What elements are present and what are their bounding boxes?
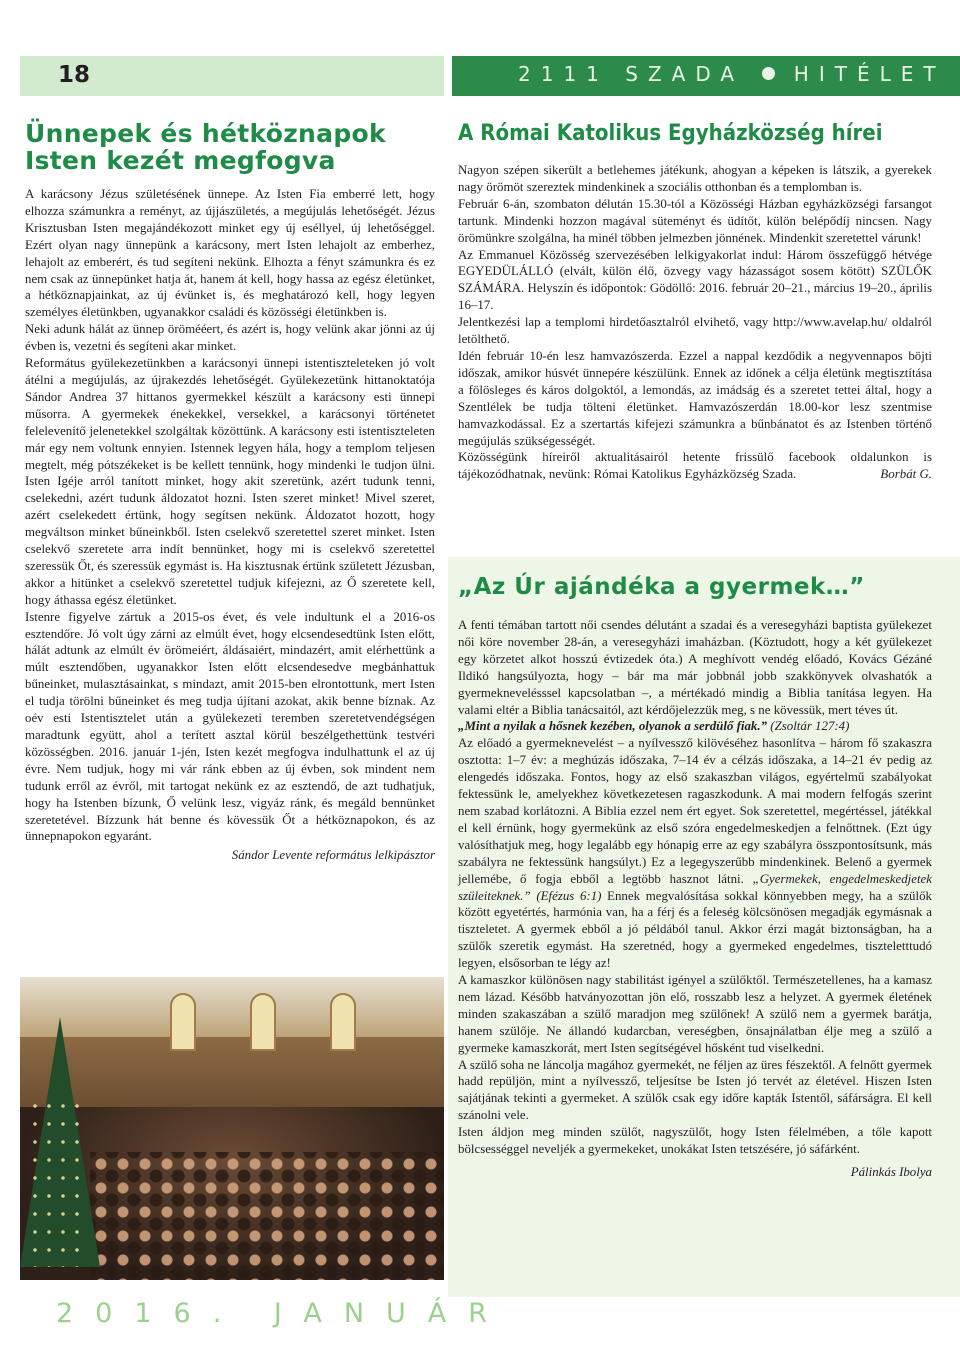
boxed-signature: Pálinkás Ibolya <box>850 1165 932 1179</box>
right-paragraph: Nagyon szépen sikerült a betlehemes játékunk, ahogyan a képeken is látszik, a gyerekek nagy örömöt szereztek mindenkinek a szociális otthonban és a templomban is. <box>458 163 932 194</box>
bible-quote-2: „Gyermekek, engedelmeskedjetek szüleiteknek.” <box>458 871 932 903</box>
photo-window <box>330 993 356 1051</box>
left-signature: Sándor Levente református lelkipásztor <box>231 848 435 863</box>
boxed-paragraph: A fenti témában tartott női csendes délutánt a szadai és a veresegyházi baptista gyülekezet női köre november 28-án, a veresegyházi imaházban. (Köztudott, hogy a két gyülekezet egy körzetet alkot hosszú évtizedek óta.) A meghívott vendég előadó, Kovács Gézáné Ildikó hangsúlyozta, hogy – bár ma már jobbnál jobb szakkönyvek olvashatók a gyermeknevelésssel kapcsolatban –, a mértékadó mindig a Biblia tanítása legyen. Ha valami eltér a Biblia tanácsaitól, azt kérdőjelezzük meg, s ne kövessük, mert téves út. <box>458 618 932 717</box>
boxed-paragraph-text: Az előadó a gyermeknevelést – a nyílvessző kilövéséhez hasonlítva – három fő szakaszra osztotta: 1–7 év: a meghúzás időszaka, 7–14 év a célzás időszaka, a 14–21 év pedig az elengedés időszaka. Fontos, hogy az első szakaszban világos, egyértelmű szabályokat fektessünk le, amelyekhez következetesen ragaszkodunk. A mai modern felfogás szerint nem szabad korlátozni. A Biblia ezzel nem ért egyet. Sok szeretettel, megértéssel, játékkal el kell érnünk, hogy gyermekünk az első szóra engedelmeskedjen a felnőttnek. (Ezt úgy valósíthatjuk meg, hogy legalább egy hónapig erre az egy szabályra összpontosítsunk, más szabályra ne fektessünk hangsúlyt.) Ez a legegyszerűbb mindenkinek. Belenő a gyermek jellemébe, ő fogja ebből a legtöbb hasznot látni. <box>458 736 932 886</box>
church-photo <box>20 977 444 1280</box>
bible-quote: „Mint a nyilak a hősnek kezében, olyanok a serdülő fiak.” <box>458 719 768 734</box>
left-title-line-2: Isten kezét megfogva <box>25 146 336 175</box>
left-paragraph: Istenre figyelve zártuk a 2015-os évet, és vele indultunk el a 2016-os esztendőre. Jó volt úgy zárni az elmúlt évet, hogy elcsendesedtünk Isten előtt, hálát adtunk az elmúlt év örömeiért, áldásaiért, mindazért, amit elérhettünk a múlt esztendőben, ugyanakkor Isten előtt elcsendesedve megbánhattuk bűneinket, mulasztásainkat, s mindazt, amit 2015-ben elrontottunk, mert Isten el tudja törölni bűneinket és meg tudja újítani azokat, akik benne bíznak. Az oév esti Istentisztelet után a gyülekezeti teremben szeretetvendégségen maradtunk együtt, ahol a terített asztal körül beszélgethettünk testvéri közösségben. 2016. január 1-jén, Isten kezét megfogva indulhattunk el az új évre. Nem tudjuk, hogy mi vár ránk ebben az új évben, sok mindent nem tudunk erről az évről, mit tartogat nekünk ez az esztendő, de azt tudhatjuk, hogy ha Istenben bízunk, Ő velünk lesz, vigyáz ránk, és megáld bennünket szeretetével. Bízzunk hát benne és kövessük Őt a hétköznapokon, és az ünnepnapokon egyaránt. <box>25 609 435 844</box>
header-band <box>0 56 960 96</box>
left-paragraph: Neki adunk hálát az ünnep örömééert, és azért is, hogy velünk akar jönni az új évben is, vezetni és segíteni akar minket. <box>25 322 435 354</box>
right-paragraph: Jelentkezési lap a templomi hirdetőasztalról elvihető, vagy http://www.avelap.hu/ oldalról letölthető. <box>458 315 932 347</box>
photo-window <box>250 993 276 1051</box>
bible-quote-ref: (Zsoltár 127:4) <box>770 719 850 734</box>
bible-quote-2-ref: (Efézus 6:1) <box>536 888 602 903</box>
right-paragraph: Az Emmanuel Közösség szervezésében lelkigyakorlat indul: Három összefüggő hétvége EGYEDÜLÁLLÓ (elvált, külön élő, özvegy vagy házasságot sosem kötött) SZÜLŐK SZÁMÁRA. Helyszín és időpontok: Gödöllő: 2016. február 20–21., március 19–20., április 16–17. <box>458 247 932 313</box>
boxed-quote-line <box>458 718 932 735</box>
right-paragraph: Idén február 10-én lesz hamvazószerda. Ezzel a nappal kezdődik a negyvennapos böjti időszak, amikor húsvét ünnepére készülünk. Ennek az időnek a célja életünk megtisztítása a fölösleges és káros dolgoktól, a lemondás, az imádság és a szeretet tettei által, hogy a Szentlélek be tudja tölteni életünket. Hamvazószerdán 18.00-kor lesz szentmise hamvazkodással. Ez a szertartás kifejezi számunkra a bűnbánatot és az Istenben történő megújulás szükségességét. <box>458 348 932 448</box>
photo-tree-lights <box>28 1097 88 1267</box>
masthead-town: 2111 SZADA <box>518 62 745 86</box>
photo-people <box>90 1152 444 1280</box>
boxed-paragraph: Isten áldjon meg minden szülőt, nagyszülőt, hogy Isten félelmében, a tőle kapott bölcsességgel neveljék a gyermekeket, unokákat Isten tetszésére, jó sáfárként. <box>458 1125 932 1157</box>
issue-date: 2016. JANUÁR <box>56 1298 510 1329</box>
right-article-title: A Római Katolikus Egyházközség hírei <box>458 120 883 146</box>
left-paragraph: Református gyülekezetünkben a karácsonyi ünnepi istentiszteleteken jó volt átélni a megújulás, az újrakezdés lehetőségét. Gyülekezetünk hittanoktatója Sándor Andrea 37 hittanos gyermekkel készült a karácsony esti ünnepi műsorra. A gyermekek énekekkel, versekkel, a karácsonyi történetet felelevenítő jelenetekkel szolgáltak közöttünk. A karácsony esti istentiszteleten már egy nem voltunk ennyien. Istennek legyen hála, hogy a templom teljesen megtelt, még pótszékeket is be kellett tennünk, hogy mindenki le tudjon ülni. Isten Igéje arról tanított minket, hogy akit szeretünk, azért tudunk tenni, cselekedni, azért tudunk áldozatot hozni. Isten szeret minket! Mivel szeret, azért cselekedett értünk, hogy segítsen nekünk. Áldozatot hozott, hogy megváltson minket bűneinkből. Isten cselekvő szeretettel szeret minket. Isten cselekvő szeretete arra indít bennünket, hogy mi is cselekvő szeretettel szeressük Őt, és szeressük egymást is. Ha kisztusnak értünk született Jézusban, akkor a hitünket a cselekvő szeretettel tudjuk kifejezni, az Ő szeretete kell, hogy áthassa egész életünket. <box>25 356 435 607</box>
boxed-paragraph: A szülő soha ne láncolja magához gyermekét, ne féljen az üres fészektől. A felnőtt gyermek hadd repüljön, mint a nyílvessző, teljesítse be Isten jó tervét az életével. Hiszen Isten sajátjának tekinti a gyermeket. A szülők csak egy időre kapták Istentől, sáfárságra. El kell szánolni vele. <box>458 1057 932 1123</box>
left-article-title <box>25 120 445 174</box>
left-article-body <box>25 186 435 864</box>
photo-window <box>170 993 196 1051</box>
left-title-line-1: Ünnepek és hétköznapok <box>25 119 386 148</box>
right-article-body <box>458 162 932 483</box>
boxed-paragraph: A kamaszkor különösen nagy stabilitást igényel a szülőktől. Természetellenes, ha a kamasz nem lázad. Később hatványozottan jön elő, rosszabb lesz a helyzet. A gyermek életének minden szakaszában a szülő maradjon meg szülőnek! A szülő nem a gyermek barátja, hanem szülője. Ne állandó kudarcban, vereségben, önsajnálatban élje meg a szülő a gyermeke kamaszkorát, mert Isten segítségével hősként tud viselkedni. <box>458 973 932 1055</box>
boxed-article-body <box>458 617 932 1181</box>
right-paragraph: Február 6-án, szombaton délután 15.30-tól a Közösségi Házban egyházközségi farsangot tartunk. Mindenki hozzon magával süteményt és üdítőt, külön belépődíj nincsen. Nagy örömünkre szolgálna, ha minél többen jelmezben jönnének. Mindenkit szeretettel várunk! <box>458 196 932 245</box>
boxed-paragraph <box>458 735 932 972</box>
right-paragraph-text: Közösségünk híreiről aktualitásairól hetente frissülő facebook oldalunkon is tájékozódhatnak, nevünk: Római Katolikus Egyházközség Szada. <box>458 450 932 482</box>
boxed-paragraph-text: Ennek megvalósítása sokkal könnyebben megy, ha a szülők között egyetértés, harmónia van, ha a férj és a feleség kölcsönösen megadják egymásnak a tiszteletet. A gyermek ebből a jó példából tanul. Akkor érzi magát biztonságban, ha a szülők szeretik egymást. Ha szeretnéd, hogy a gyermeked engedelmes, tiszteletttudó legyen, elsősorban te légy az! <box>458 888 932 971</box>
page-number: 18 <box>58 62 91 88</box>
masthead-dot <box>762 67 775 80</box>
right-paragraph <box>458 449 932 483</box>
masthead-box <box>452 56 960 96</box>
boxed-article-title: „Az Úr ajándéka a gyermek…” <box>458 574 865 600</box>
masthead-section: HITÉLET <box>793 62 946 86</box>
left-paragraph: A karácsony Jézus születésének ünnepe. Az Isten Fia emberré lett, hogy elhozza számunkra a reményt, az újjászületés, a megújulás lehetőségét. Jézus Krisztusban Isten megajándékozott minket egy új eséllyel, új lehetőséggel. Ezért olyan nagy ünnepünk a karácsony, mert Isten lehajolt az emberhez, lehajolt az emberért, és tud segíteni nekünk. Elhozta a fényt számunkra és ez nem csak az ünnepünket hatja át, hanem át kell, hogy hassa az egész életünket, a hétköznapjainkat, az új évünket is, és meghatározó kell, hogy legyen személyes életünkben, ugyanakkor családi és közösségi életünkben is. <box>25 187 435 320</box>
masthead <box>518 62 946 86</box>
right-signature: Borbát G. <box>880 467 932 482</box>
page-number-box <box>20 56 444 96</box>
